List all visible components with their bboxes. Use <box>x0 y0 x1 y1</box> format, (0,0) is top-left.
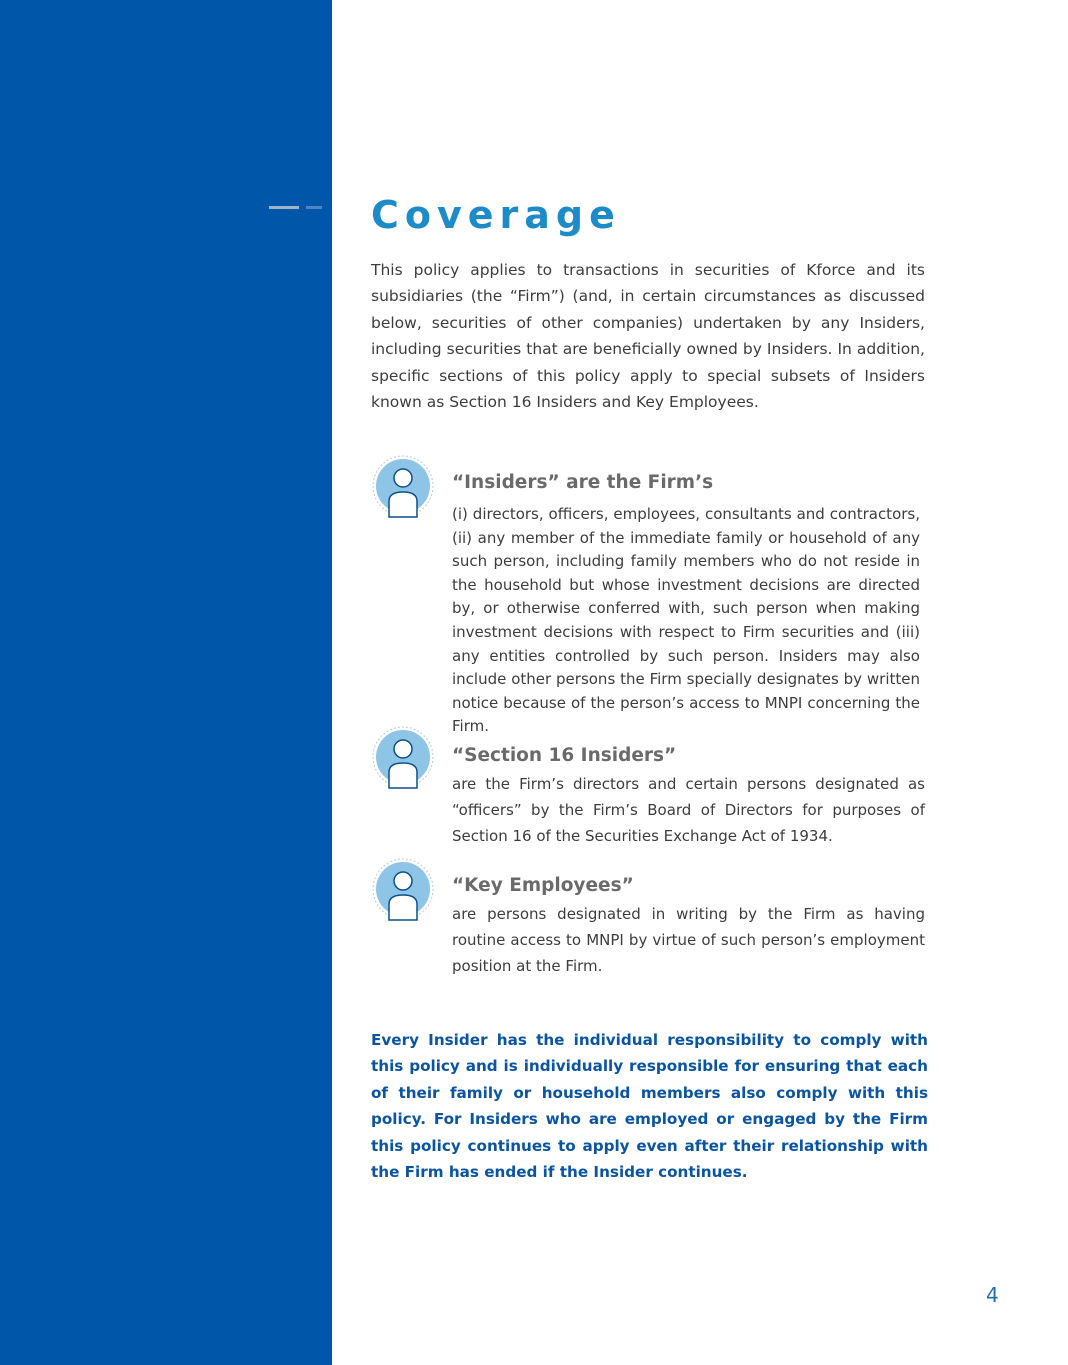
intro-paragraph: This policy applies to transactions in securities of Kforce and its subsidiaries (the “Firm”) (and, in certain circumstances as discussed below, securities of other companies) undertaken by any Insiders, including securities that are beneficially owned by Insiders. In addition, specific sections of this policy apply to special subsets of Insiders known as Section 16 Insiders and Key Employees. <box>371 261 925 412</box>
page-title: Coverage <box>371 193 621 237</box>
sidebar-band <box>0 0 332 1365</box>
definition-body-section16: are the Firm’s directors and certain persons designated as “officers” by the Firm’s Board of Directors for purposes of Section 16 of the Securities Exchange Act of 1934. <box>452 775 925 846</box>
title-accent-dash-short <box>306 206 322 209</box>
person-icon <box>371 857 435 921</box>
person-icon <box>371 725 435 789</box>
title-accent-dash <box>269 206 299 209</box>
page-number: 4 <box>986 1283 999 1307</box>
person-icon <box>371 454 435 518</box>
definition-heading-key-employees: “Key Employees” <box>452 875 634 896</box>
definition-body-key-employees: are persons designated in writing by the Firm as having routine access to MNPI by virtue of such person’s employment position at the Firm. <box>452 905 925 976</box>
definition-heading-insiders: “Insiders” are the Firm’s <box>452 472 714 493</box>
definition-body-insiders: (i) directors, officers, employees, consultants and contractors, (ii) any member of the immediate family or household of any such person, including family members who do not reside in the household but whose investment decisions are directed by, or otherwise conferred with, such person when making investment decisions with respect to Firm securities and (iii) any entities controlled by such person. Insiders may also include other persons the Firm specially designates by written notice because of the person’s access to MNPI concerning the Firm. <box>452 505 920 736</box>
definition-heading-section16: “Section 16 Insiders” <box>452 745 677 766</box>
closing-statement: Every Insider has the individual responsibility to comply with this policy and is individually responsible for ensuring that each of their family or household members also comply with this policy. For Insiders who are employed or engaged by the Firm this policy continues to apply even after their relationship with the Firm has ended if the Insider continues. <box>371 1031 928 1182</box>
